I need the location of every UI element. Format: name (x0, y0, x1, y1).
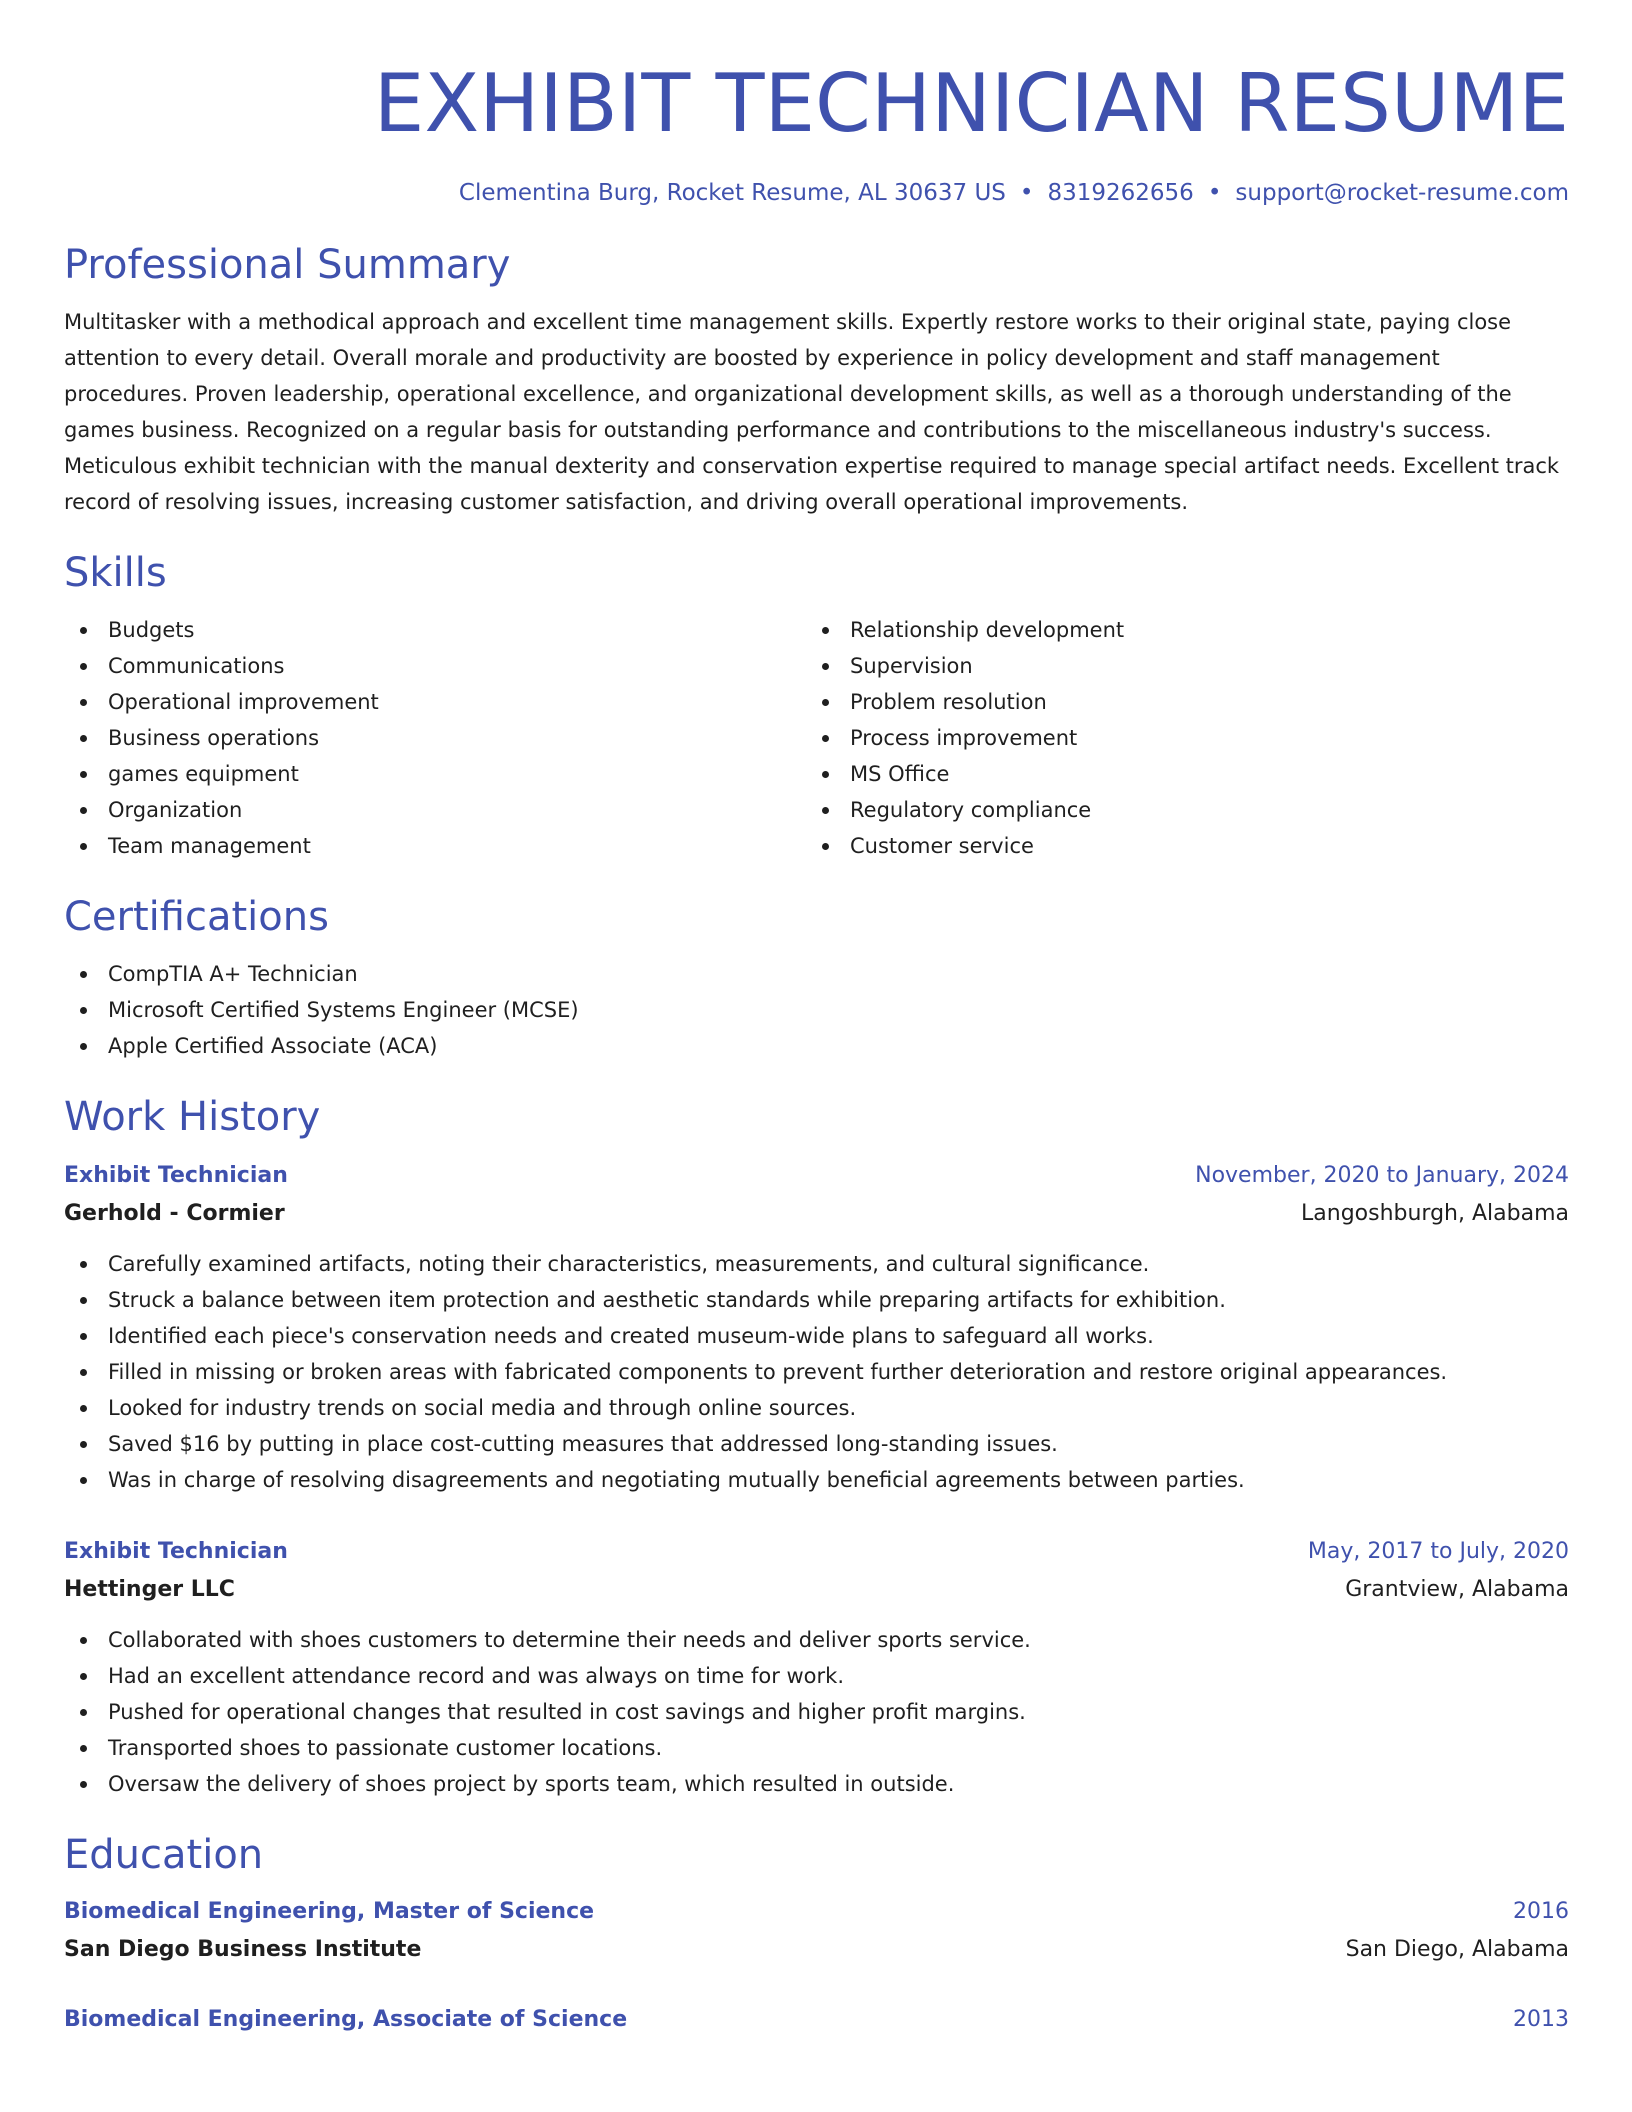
education-section (64, 1830, 1569, 2038)
job-duty-item: Carefully examined artifacts, noting their characteristics, measurements, and cultural significance. (64, 1246, 1569, 1282)
skill-item: Communications (64, 648, 806, 684)
skills-column-right (806, 612, 1548, 864)
education-year: 2013 (1513, 2007, 1569, 2032)
job-duty-item: Had an excellent attendance record and was always on time for work. (64, 1658, 1569, 1694)
skill-item: Organization (64, 792, 806, 828)
job-duty-item: Collaborated with shoes customers to determine their needs and deliver sports service. (64, 1622, 1569, 1658)
skill-item: games equipment (64, 756, 806, 792)
skill-item: Team management (64, 828, 806, 864)
contact-phone: 8319262656 (1047, 180, 1194, 206)
education-degree-row (64, 2002, 1569, 2038)
skill-item: Problem resolution (806, 684, 1548, 720)
summary-heading: Professional Summary (64, 242, 511, 288)
job-title-row (64, 1158, 1569, 1194)
skill-item: MS Office (806, 756, 1548, 792)
education-school: San Diego Business Institute (64, 1937, 422, 1962)
job-company: Gerhold - Cormier (64, 1201, 285, 1226)
skill-item: Customer service (806, 828, 1548, 864)
job-duty-item: Oversaw the delivery of shoes project by sports team, which resulted in outside. (64, 1766, 1569, 1802)
skills-list-left (64, 612, 806, 864)
skill-item: Regulatory compliance (806, 792, 1548, 828)
education-degree-row (64, 1894, 1569, 1930)
contact-email: support@rocket-resume.com (1235, 180, 1569, 206)
education-heading: Education (64, 1832, 264, 1878)
job-location: Grantview, Alabama (1345, 1577, 1569, 1602)
summary-section (64, 240, 1569, 520)
job-entry (64, 1158, 1569, 1498)
job-duty-item: Looked for industry trends on social media and through online sources. (64, 1390, 1569, 1426)
job-entry (64, 1534, 1569, 1802)
job-dates: November, 2020 to January, 2024 (1195, 1163, 1569, 1188)
education-entry (64, 1894, 1569, 1970)
certification-item: Apple Certified Associate (ACA) (64, 1028, 1569, 1064)
skill-item: Supervision (806, 648, 1548, 684)
education-school-row (64, 1930, 1569, 1970)
contact-line (64, 178, 1569, 208)
education-degree: Biomedical Engineering, Associate of Science (64, 2007, 628, 2032)
page-title: EXHIBIT TECHNICIAN RESUME (373, 57, 1569, 150)
summary-text: Multitasker with a methodical approach and excellent time management skills. Expertly restore works to their original state, paying close attention to every detail. Overall morale and productivity are boosted by experience in policy development and staff management procedures. Proven leadership, operational excellence, and organizational development skills, as well as a thorough understanding of the games business. Recognized on a regular basis for outstanding performance and contributions to the miscellaneous industry's success. Meticulous exhibit technician with the manual dexterity and conservation expertise required to manage special artifact needs. Excellent track record of resolving issues, increasing customer satisfaction, and driving overall operational improvements. (64, 310, 1560, 514)
job-company: Hettinger LLC (64, 1577, 235, 1602)
education-entry (64, 2002, 1569, 2038)
job-company-row (64, 1570, 1569, 1610)
work-history-heading: Work History (64, 1094, 321, 1140)
education-location: San Diego, Alabama (1345, 1937, 1569, 1962)
skills-list-right (806, 612, 1548, 864)
job-duty-item: Saved $16 by putting in place cost-cutting measures that addressed long-standing issues. (64, 1426, 1569, 1462)
resume-header (64, 0, 1569, 208)
certifications-list (64, 956, 1569, 1064)
job-dates: May, 2017 to July, 2020 (1307, 1539, 1569, 1564)
certification-item: Microsoft Certified Systems Engineer (MCSE) (64, 992, 1569, 1028)
skill-item: Process improvement (806, 720, 1548, 756)
skill-item: Budgets (64, 612, 806, 648)
job-company-row (64, 1194, 1569, 1234)
job-title: Exhibit Technician (64, 1539, 288, 1564)
certifications-heading: Certifications (64, 894, 329, 940)
education-year: 2016 (1513, 1899, 1569, 1924)
job-duty-item: Was in charge of resolving disagreements and negotiating mutually beneficial agreements between parties. (64, 1462, 1569, 1498)
skill-item: Relationship development (806, 612, 1548, 648)
contact-separator: • (1207, 180, 1222, 206)
skills-column-left (64, 612, 806, 864)
contact-address: Clementina Burg, Rocket Resume, AL 30637 US (458, 180, 1006, 206)
contact-separator: • (1019, 180, 1034, 206)
job-title: Exhibit Technician (64, 1163, 288, 1188)
job-duty-item: Pushed for operational changes that resulted in cost savings and higher profit margins. (64, 1694, 1569, 1730)
education-degree: Biomedical Engineering, Master of Science (64, 1899, 595, 1924)
certifications-section (64, 892, 1569, 1064)
job-duties-list (64, 1622, 1569, 1802)
skills-columns (64, 612, 1569, 864)
skill-item: Operational improvement (64, 684, 806, 720)
job-duty-item: Filled in missing or broken areas with fabricated components to prevent further deterioration and restore original appearances. (64, 1354, 1569, 1390)
skills-section (64, 548, 1569, 864)
work-history-section (64, 1092, 1569, 1802)
skills-heading: Skills (64, 550, 167, 596)
job-duty-item: Struck a balance between item protection and aesthetic standards while preparing artifacts for exhibition. (64, 1282, 1569, 1318)
job-title-row (64, 1534, 1569, 1570)
job-location: Langoshburgh, Alabama (1301, 1201, 1569, 1226)
job-duties-list (64, 1246, 1569, 1498)
job-duty-item: Identified each piece's conservation needs and created museum-wide plans to safeguard all works. (64, 1318, 1569, 1354)
certification-item: CompTIA A+ Technician (64, 956, 1569, 992)
skill-item: Business operations (64, 720, 806, 756)
job-duty-item: Transported shoes to passionate customer locations. (64, 1730, 1569, 1766)
